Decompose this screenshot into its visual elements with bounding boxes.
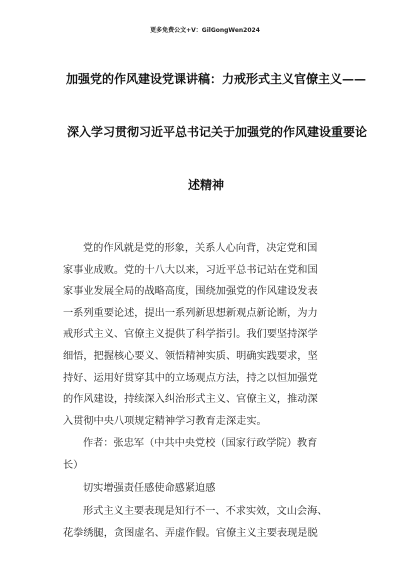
author-line-2: 长） [63, 459, 84, 471]
title-line-3: 述精神 [188, 178, 225, 192]
paragraph-line: 细悟，把握核心要义、领悟精神实质、明确实践要求，坚 [63, 350, 318, 362]
author-line [63, 433, 349, 476]
section-heading [63, 478, 349, 500]
author-line-1: 作者：张忠军（中共中央党校（国家行政学院）教育 [83, 438, 318, 449]
paragraph-line: 家事业成败。党的十八大以来，习近平总书记站在党和国 [63, 264, 318, 276]
section-heading-text: 切实增强责任感使命感紧迫感 [83, 483, 216, 494]
paragraph-line: 党的作风就是党的形象，关系人心向背，决定党和国 [83, 243, 318, 254]
paragraph-line: 的作风建设，持续深入纠治形式主义、官僚主义，推动深 [63, 394, 318, 406]
header-note: 更多免费公文+V：GilGongWen2024 [150, 27, 260, 34]
paragraph-line: 花拳绣腿，贪图虚名、弄虚作假。官僚主义主要表现是脱 [63, 527, 318, 539]
paragraph-line: 形式主义主要表现是知行不一、不求实效，文山会海、 [83, 506, 328, 517]
paragraph-line: 家事业发展全局的战略高度，围绕加强党的作风建设发表 [63, 286, 318, 298]
title-line-2: 深入学习贯彻习近平总书记关于加强党的作风建设重要论 [67, 125, 368, 139]
paragraph-2 [63, 501, 349, 544]
paragraph-line: 一系列重要论述，提出一系列新思想新观点新论断，为力 [63, 307, 318, 319]
paragraph-1 [63, 238, 349, 432]
paragraph-line: 戒形式主义、官僚主义提供了科学指引。我们要坚持深学 [63, 329, 318, 341]
title-line-1: 加强党的作风建设党课讲稿：力戒形式主义官僚主义—— [66, 72, 367, 86]
paragraph-line: 入贯彻中央八项规定精神学习教育走深走实。 [63, 415, 267, 427]
paragraph-line: 持好、运用好贯穿其中的立场观点方法，持之以恒加强党 [63, 372, 318, 384]
